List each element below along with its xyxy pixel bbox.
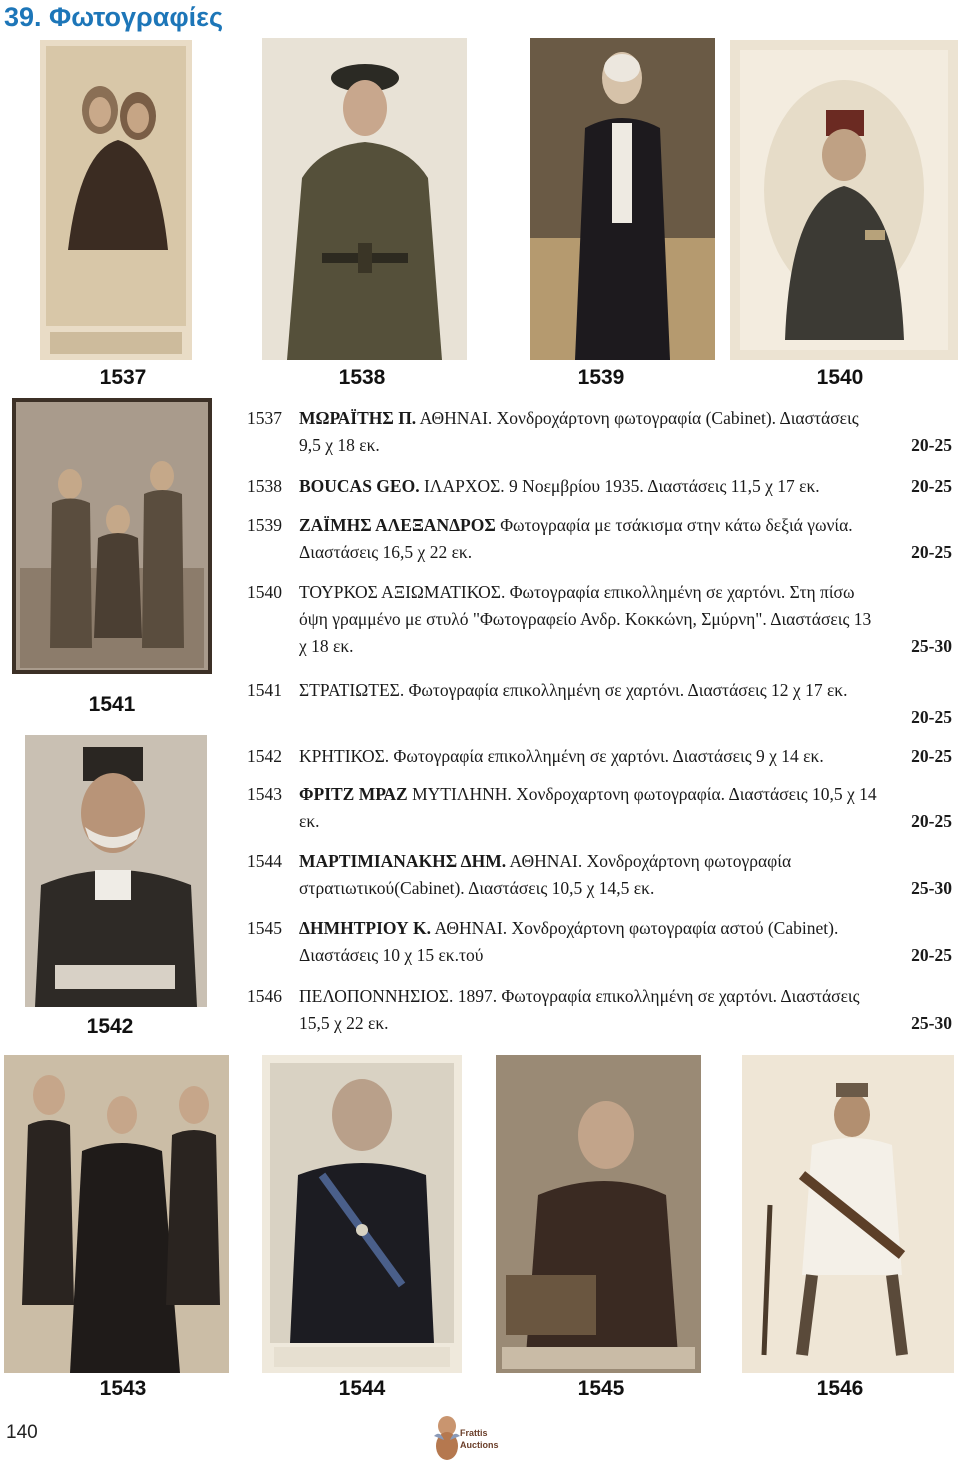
entry-number: 1538 bbox=[247, 476, 282, 496]
lot-number-1545: 1545 bbox=[577, 1377, 625, 1400]
auction-house-logo bbox=[432, 1410, 528, 1468]
entry-price: 25-30 bbox=[911, 1013, 952, 1033]
entry-number: 1537 bbox=[247, 408, 282, 428]
entry-text: Διαστάσεις 16,5 χ 22 εκ. bbox=[299, 542, 473, 562]
entry-number: 1539 bbox=[247, 515, 282, 535]
entry-number: 1541 bbox=[247, 680, 282, 700]
entry-1543 bbox=[247, 781, 952, 837]
entry-text: ΑΘΗΝΑΙ. Χονδροχάρτονη φωτογραφία αστού (Cabinet). bbox=[431, 918, 839, 938]
entry-1541 bbox=[247, 677, 952, 733]
entry-text: ΜΥΤΙΛΗΝΗ. Χονδροχαρτονη φωτογραφία. Διαστάσεις 10,5 χ 14 bbox=[407, 784, 877, 804]
cherub-icon bbox=[432, 1414, 462, 1464]
photo-1540 bbox=[730, 40, 958, 360]
photo-1544 bbox=[262, 1055, 462, 1373]
entry-1537 bbox=[247, 405, 952, 461]
photo-1545 bbox=[496, 1055, 701, 1373]
page-number: 140 bbox=[6, 1422, 38, 1443]
entry-number: 1545 bbox=[247, 918, 282, 938]
entry-text: ΚΡΗΤΙΚΟΣ. Φωτογραφία επικολλημένη σε χαρτόνι. Διαστάσεις 9 χ 14 εκ. bbox=[299, 746, 824, 766]
entry-text: 9,5 χ 18 εκ. bbox=[299, 435, 380, 455]
entry-text: χ 18 εκ. bbox=[299, 636, 354, 656]
page-header bbox=[0, 0, 960, 38]
entry-text: ΤΟΥΡΚΟΣ ΑΞΙΩΜΑΤΙΚΟΣ. Φωτογραφία επικολλημένη σε χαρτόνι. Στη πίσω bbox=[299, 582, 855, 602]
entry-text: ΙΛΑΡΧΟΣ. 9 Νοεμβρίου 1935. Διαστάσεις 11,5 χ 17 εκ. bbox=[419, 476, 820, 496]
lot-number-1543: 1543 bbox=[99, 1377, 147, 1400]
entry-name: ΖΑΪΜΗΣ ΑΛΕΞΑΝΔΡΟΣ bbox=[299, 515, 496, 535]
entry-price: 20-25 bbox=[911, 945, 952, 965]
entry-price: 25-30 bbox=[911, 878, 952, 898]
logo-line-2: Auctions bbox=[460, 1440, 499, 1450]
entry-1540 bbox=[247, 579, 952, 663]
entry-text: όψη γραμμένο με στυλό "Φωτογραφείο Ανδρ. Κοκκώνη, Σμύρνη". Διαστάσεις 13 bbox=[299, 609, 872, 629]
entry-price: 25-30 bbox=[911, 636, 952, 656]
photo-1542 bbox=[25, 735, 207, 1007]
entry-text: ΑΘΗΝΑΙ. Χονδροχάρτονη φωτογραφία bbox=[506, 851, 792, 871]
entry-number: 1544 bbox=[247, 851, 282, 871]
photo-1538 bbox=[262, 38, 467, 360]
lot-number-1540: 1540 bbox=[816, 366, 864, 389]
lot-number-1546: 1546 bbox=[816, 1377, 864, 1400]
photo-1541 bbox=[12, 398, 212, 674]
entry-name: ΜΩΡΑΪΤΗΣ Π. bbox=[299, 408, 417, 428]
photo-1537 bbox=[40, 40, 192, 360]
lot-number-1541: 1541 bbox=[88, 693, 136, 716]
entry-1538 bbox=[247, 473, 952, 501]
entry-1544 bbox=[247, 848, 952, 904]
entry-1546 bbox=[247, 983, 952, 1039]
entry-number: 1542 bbox=[247, 746, 282, 766]
entry-1545 bbox=[247, 915, 952, 971]
photo-1539 bbox=[530, 38, 715, 360]
entry-name: ΔΗΜΗΤΡΙΟΥ Κ. bbox=[299, 918, 432, 938]
lot-number-1539: 1539 bbox=[577, 366, 625, 389]
photo-1546 bbox=[742, 1055, 954, 1373]
lot-number-1544: 1544 bbox=[338, 1377, 386, 1400]
lot-number-1538: 1538 bbox=[338, 366, 386, 389]
entry-price: 20-25 bbox=[911, 746, 952, 766]
photo-1543 bbox=[4, 1055, 229, 1373]
entry-text: Διαστάσεις 10 χ 15 εκ.τού bbox=[299, 945, 484, 965]
entry-name: BOUCAS GEO. bbox=[299, 476, 420, 496]
entry-text: ΑΘΗΝΑΙ. Χονδροχάρτονη φωτογραφία (Cabinet). Διαστάσεις bbox=[416, 408, 859, 428]
entry-1539 bbox=[247, 512, 952, 568]
lot-number-1537: 1537 bbox=[99, 366, 147, 389]
entry-number: 1540 bbox=[247, 582, 282, 602]
section-title: 39. Φωτογραφίες bbox=[4, 2, 224, 32]
entry-price: 20-25 bbox=[911, 707, 952, 727]
entry-text: 15,5 χ 22 εκ. bbox=[299, 1013, 389, 1033]
entry-price: 20-25 bbox=[911, 811, 952, 831]
entry-text: εκ. bbox=[299, 811, 320, 831]
entry-price: 20-25 bbox=[911, 435, 952, 455]
entry-price: 20-25 bbox=[911, 542, 952, 562]
entry-1542 bbox=[247, 743, 952, 771]
entry-name: ΦΡΙΤΖ ΜΡΑΖ bbox=[299, 784, 408, 804]
entry-text: στρατιωτικού(Cabinet). Διαστάσεις 10,5 χ 14,5 εκ. bbox=[299, 878, 655, 898]
entry-name: ΜΑΡΤΙΜΙΑΝΑΚΗΣ ΔΗΜ. bbox=[299, 851, 507, 871]
entry-text: Φωτογραφία με τσάκισμα στην κάτω δεξιά γωνία. bbox=[495, 515, 853, 535]
entry-text: ΠΕΛΟΠΟΝΝΗΣΙΟΣ. 1897. Φωτογραφία επικολλημένη σε χαρτόνι. Διαστάσεις bbox=[299, 986, 860, 1006]
logo-line-1: Frattis bbox=[460, 1428, 488, 1438]
entry-price: 20-25 bbox=[911, 476, 952, 496]
entry-number: 1546 bbox=[247, 986, 282, 1006]
entry-number: 1543 bbox=[247, 784, 282, 804]
entry-text: ΣΤΡΑΤΙΩΤΕΣ. Φωτογραφία επικολλημένη σε χαρτόνι. Διαστάσεις 12 χ 17 εκ. bbox=[299, 680, 848, 700]
lot-number-1542: 1542 bbox=[86, 1015, 134, 1038]
